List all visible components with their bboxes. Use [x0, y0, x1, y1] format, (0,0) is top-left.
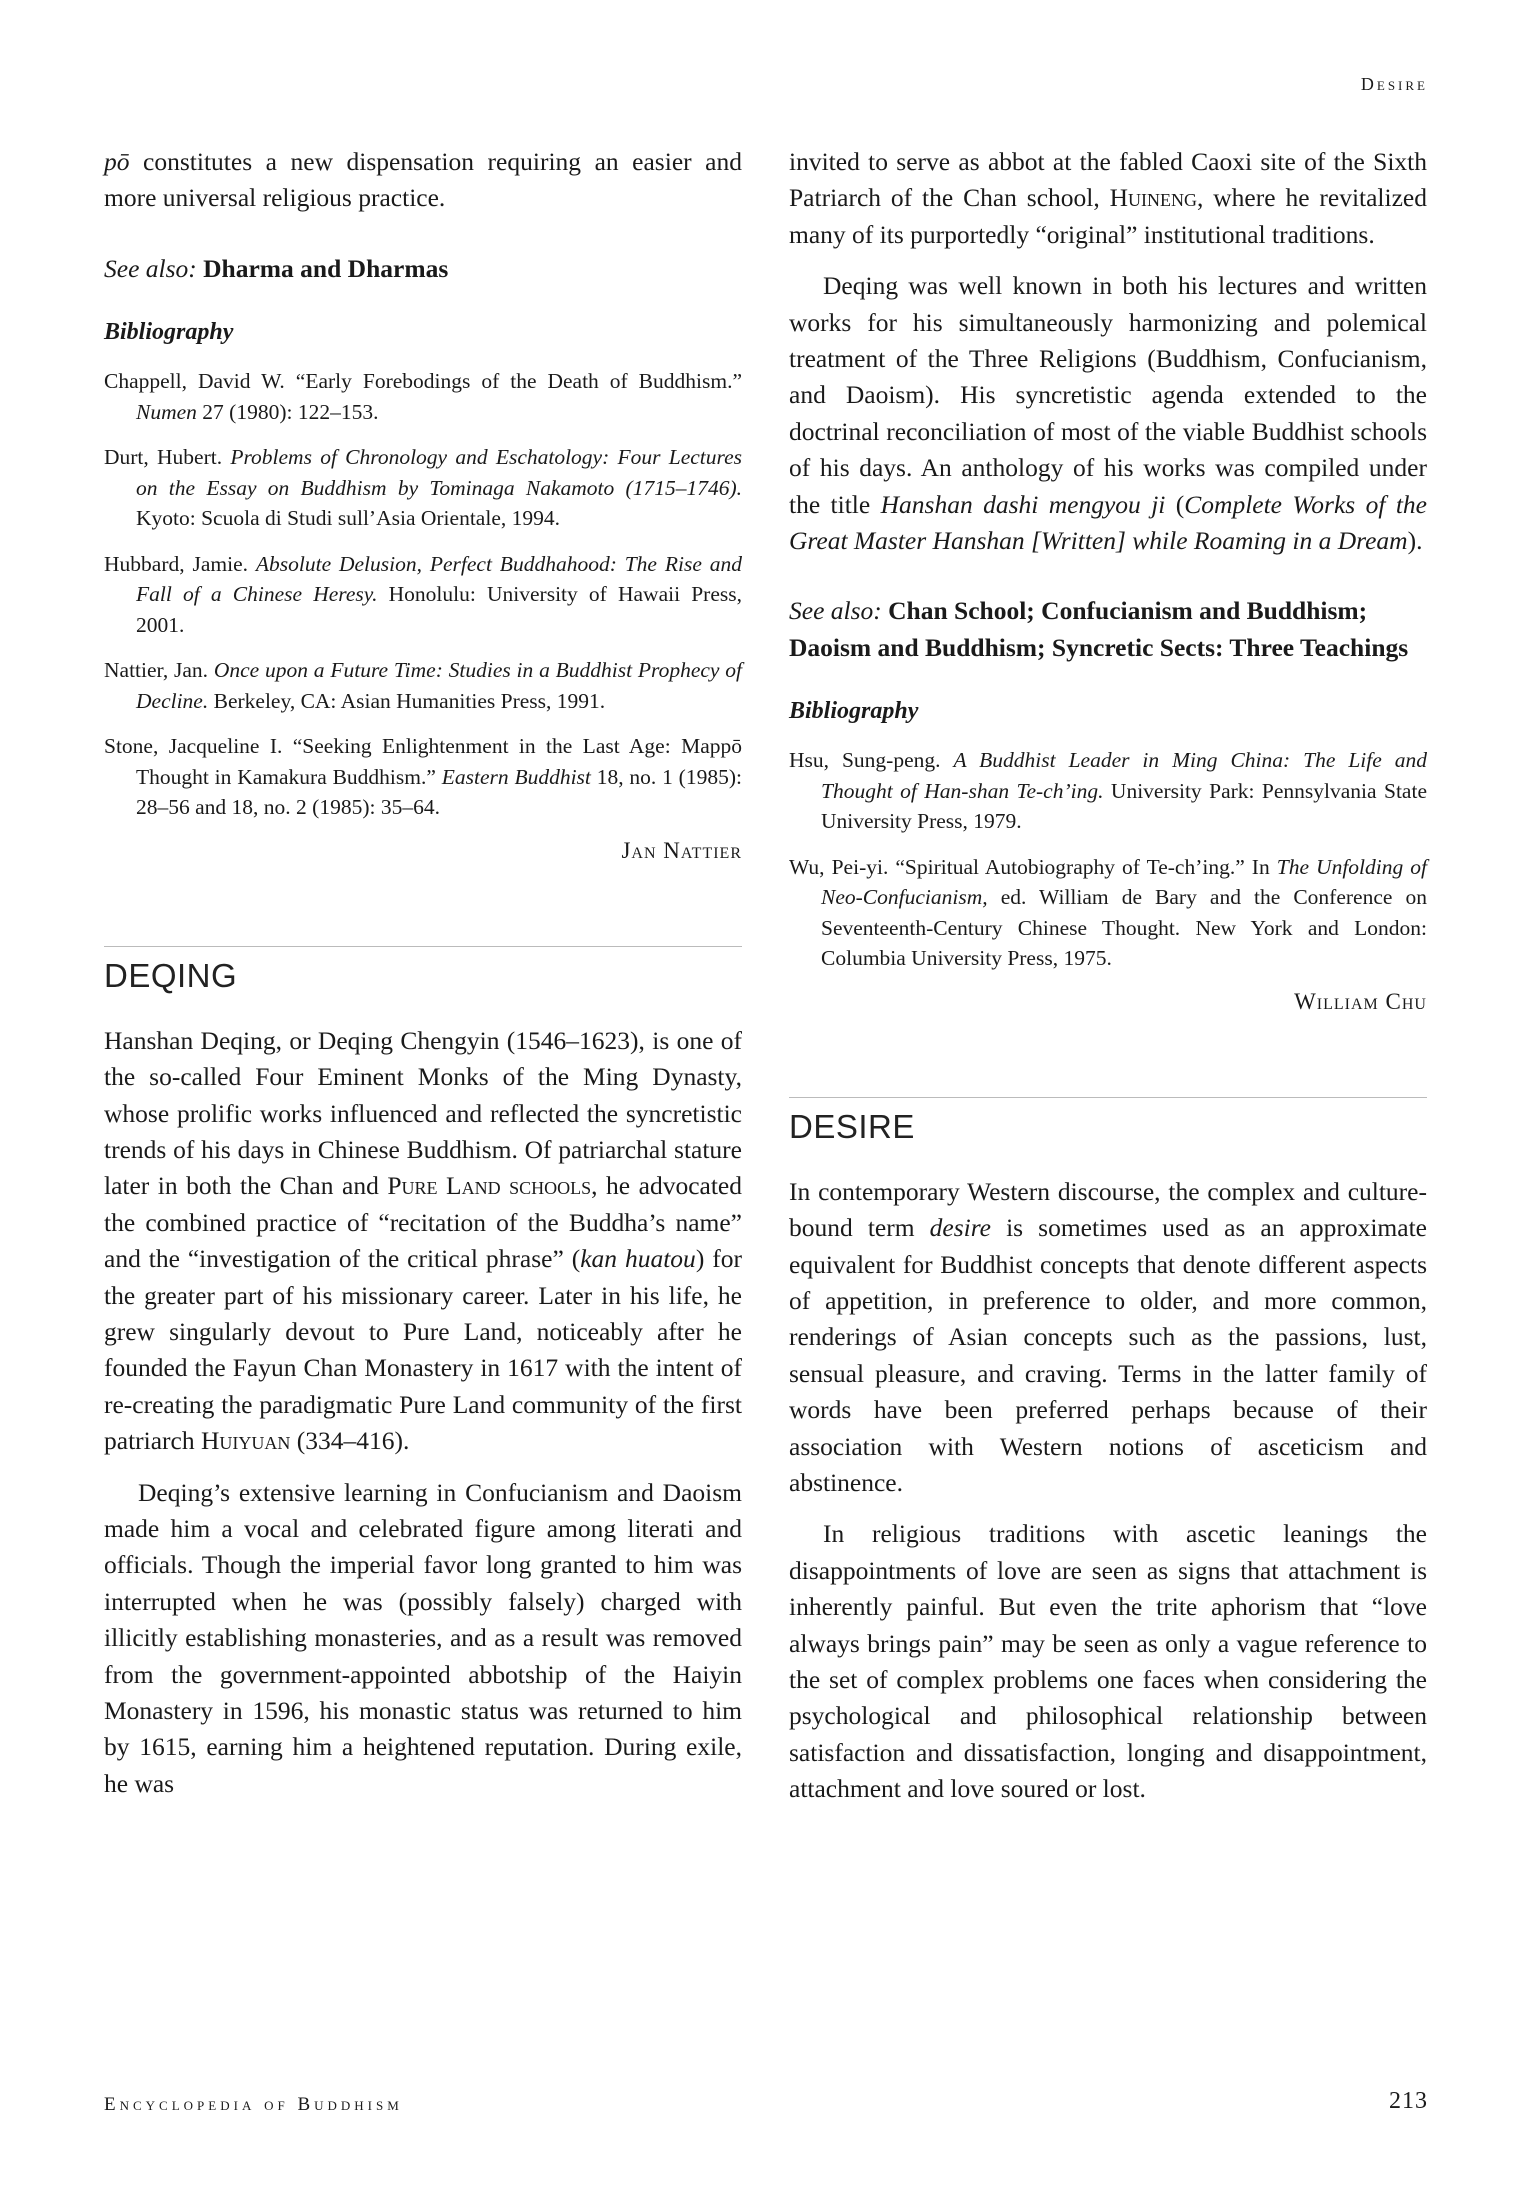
section-divider: [104, 946, 742, 947]
bibliography-heading: Bibliography: [789, 698, 919, 725]
bibliography-entry: Hsu, Sung-peng. A Buddhist Leader in Ming China: The Life and Thought of Han-shan Te-ch’ing. University Park: Pennsylvania State University Press, 1979.: [789, 748, 1427, 834]
see-also-label: See also:: [789, 596, 882, 626]
article-author: Jan Nattier: [621, 837, 742, 863]
article-author: William Chu: [1294, 988, 1427, 1014]
cross-reference-link[interactable]: Pure Land schools: [387, 1171, 592, 1201]
entry-title-desire: DESIRE: [789, 1107, 915, 1145]
deqing-paragraph-1: Hanshan Deqing, or Deqing Chengyin (1546–1623), is one of the so-called Four Eminent Monks of the Ming Dynasty, whose prolific works influenced and reflected the syncretistic trends of his days in Chinese Buddhism. Of patriarchal stature later in both the Chan and Pure Land schools, he advocated the combined practice of “recitation of the Buddha’s name” and the “investigation of the critical phrase” (kan huatou) for the greater part of his missionary career. Later in his life, he grew singularly devout to Pure Land, noticeably after he founded the Fayun Chan Monastery in 1617 with the intent of re-creating the paradigmatic Pure Land community of the first patriarch Huiyuan (334–416).: [104, 1025, 743, 1456]
bibliography-list: [104, 366, 742, 823]
dharma-closing-paragraph: pō constitutes a new dispensation requiring an easier and more universal religious practice.: [104, 147, 742, 213]
cross-reference-link[interactable]: Huiyuan: [200, 1426, 291, 1456]
desire-paragraph-2: In religious traditions with ascetic leanings the disappointments of love are seen as signs that attachment is inherently painful. But even the trite aphorism that “love always brings pain” may be seen as only a vague reference to the set of complex problems one faces when considering the psychological and philosophical relationship between satisfaction and dissatisfaction, longing and disappointment, attachment and love soured or lost.: [789, 1519, 1427, 1804]
deqing-paragraph-2: Deqing’s extensive learning in Confucianism and Daoism made him a vocal and celebrated figure among literati and officials. Though the imperial favor long granted to him was interrupted when he was (possibly falsely) charged with illicitly establishing monasteries, and as a result was removed from the government-appointed abbotship of the Haiyin Monastery in 1596, his monastic status was returned to him by 1615, earning him a heightened reputation. During exile, he was: [104, 1477, 742, 1798]
see-also-link[interactable]: Dharma and Dharmas: [203, 253, 449, 283]
see-also: [789, 593, 1427, 666]
bibliography-list: [789, 745, 1427, 974]
page-number: 213: [1389, 2088, 1428, 2114]
see-also-label: See also:: [104, 253, 197, 283]
deqing-paragraph-4: Deqing was well known in both his lectures and written works for his simultaneously harmonizing and polemical treatment of the Three Religions (Buddhism, Confucianism, and Daoism). His syncretistic agenda extended to the doctrinal reconciliation of most of the viable Buddhist schools of his days. An anthology of his works was compiled under the title Hanshan dashi mengyou ji (Complete Works of the Great Master Hanshan [Written] while Roaming in a Dream).: [789, 271, 1427, 556]
left-column: [104, 144, 742, 1817]
pali-term: pō: [104, 147, 130, 176]
bibliography-entry: Hubbard, Jamie. Absolute Delusion, Perfect Buddhahood: The Rise and Fall of a Chinese Heresy. Honolulu: University of Hawaii Press, 2001.: [104, 551, 742, 637]
bibliography-entry: Durt, Hubert. Problems of Chronology and Eschatology: Four Lectures on the Essay on Buddhism by Tominaga Nakamoto (1715–1746). Kyoto: Scuola di Studi sull’Asia Orientale, 1994.: [104, 445, 742, 531]
entry-title-deqing: DEQING: [104, 956, 238, 994]
bibliography-heading: Bibliography: [104, 319, 234, 346]
bibliography-entry: Wu, Pei-yi. “Spiritual Autobiography of Te-ch’ing.” In The Unfolding of Neo-Confucianism, ed. William de Bary and the Conference on Seventeenth-Century Chinese Thought. New York and London: Columbia University Press, 1975.: [789, 854, 1427, 971]
bibliography-entry: Chappell, David W. “Early Forebodings of the Death of Buddhism.” Numen 27 (1980): 122–153.: [104, 369, 742, 424]
footer-book-title: Encyclopedia of Buddhism: [104, 2094, 403, 2115]
deqing-paragraph-3: invited to serve as abbot at the fabled Caoxi site of the Sixth Patriarch of the Chan school, Huineng, where he revitalized many of its purportedly “original” institutional traditions.: [789, 147, 1427, 249]
cross-reference-link[interactable]: Huineng: [1109, 183, 1198, 213]
see-also: [104, 251, 742, 287]
bibliography-entry: Nattier, Jan. Once upon a Future Time: Studies in a Buddhist Prophecy of Decline. Berkeley, CA: Asian Humanities Press, 1991.: [104, 658, 742, 713]
running-head: Desire: [1360, 74, 1428, 94]
right-column: [789, 144, 1427, 1823]
see-also-link[interactable]: Chan School; Confucianism and Buddhism; Daoism and Buddhism; Syncretic Sects: Three Teachings: [789, 596, 1409, 662]
section-divider: [789, 1097, 1427, 1098]
bibliography-entry: Stone, Jacqueline I. “Seeking Enlightenment in the Last Age: Mappō Thought in Kamakura Buddhism.” Eastern Buddhist 18, no. 1 (1985): 28–56 and 18, no. 2 (1985): 35–64.: [104, 734, 742, 820]
desire-paragraph-1: In contemporary Western discourse, the complex and culture-bound term desire is sometimes used as an approximate equivalent for Buddhist concepts that denote different aspects of appetition, in preference to older, and more common, renderings of Asian concepts such as the passions, lust, sensual pleasure, and craving. Terms in the latter family of words have been preferred perhaps because of their association with Western notions of asceticism and abstinence.: [789, 1176, 1427, 1498]
